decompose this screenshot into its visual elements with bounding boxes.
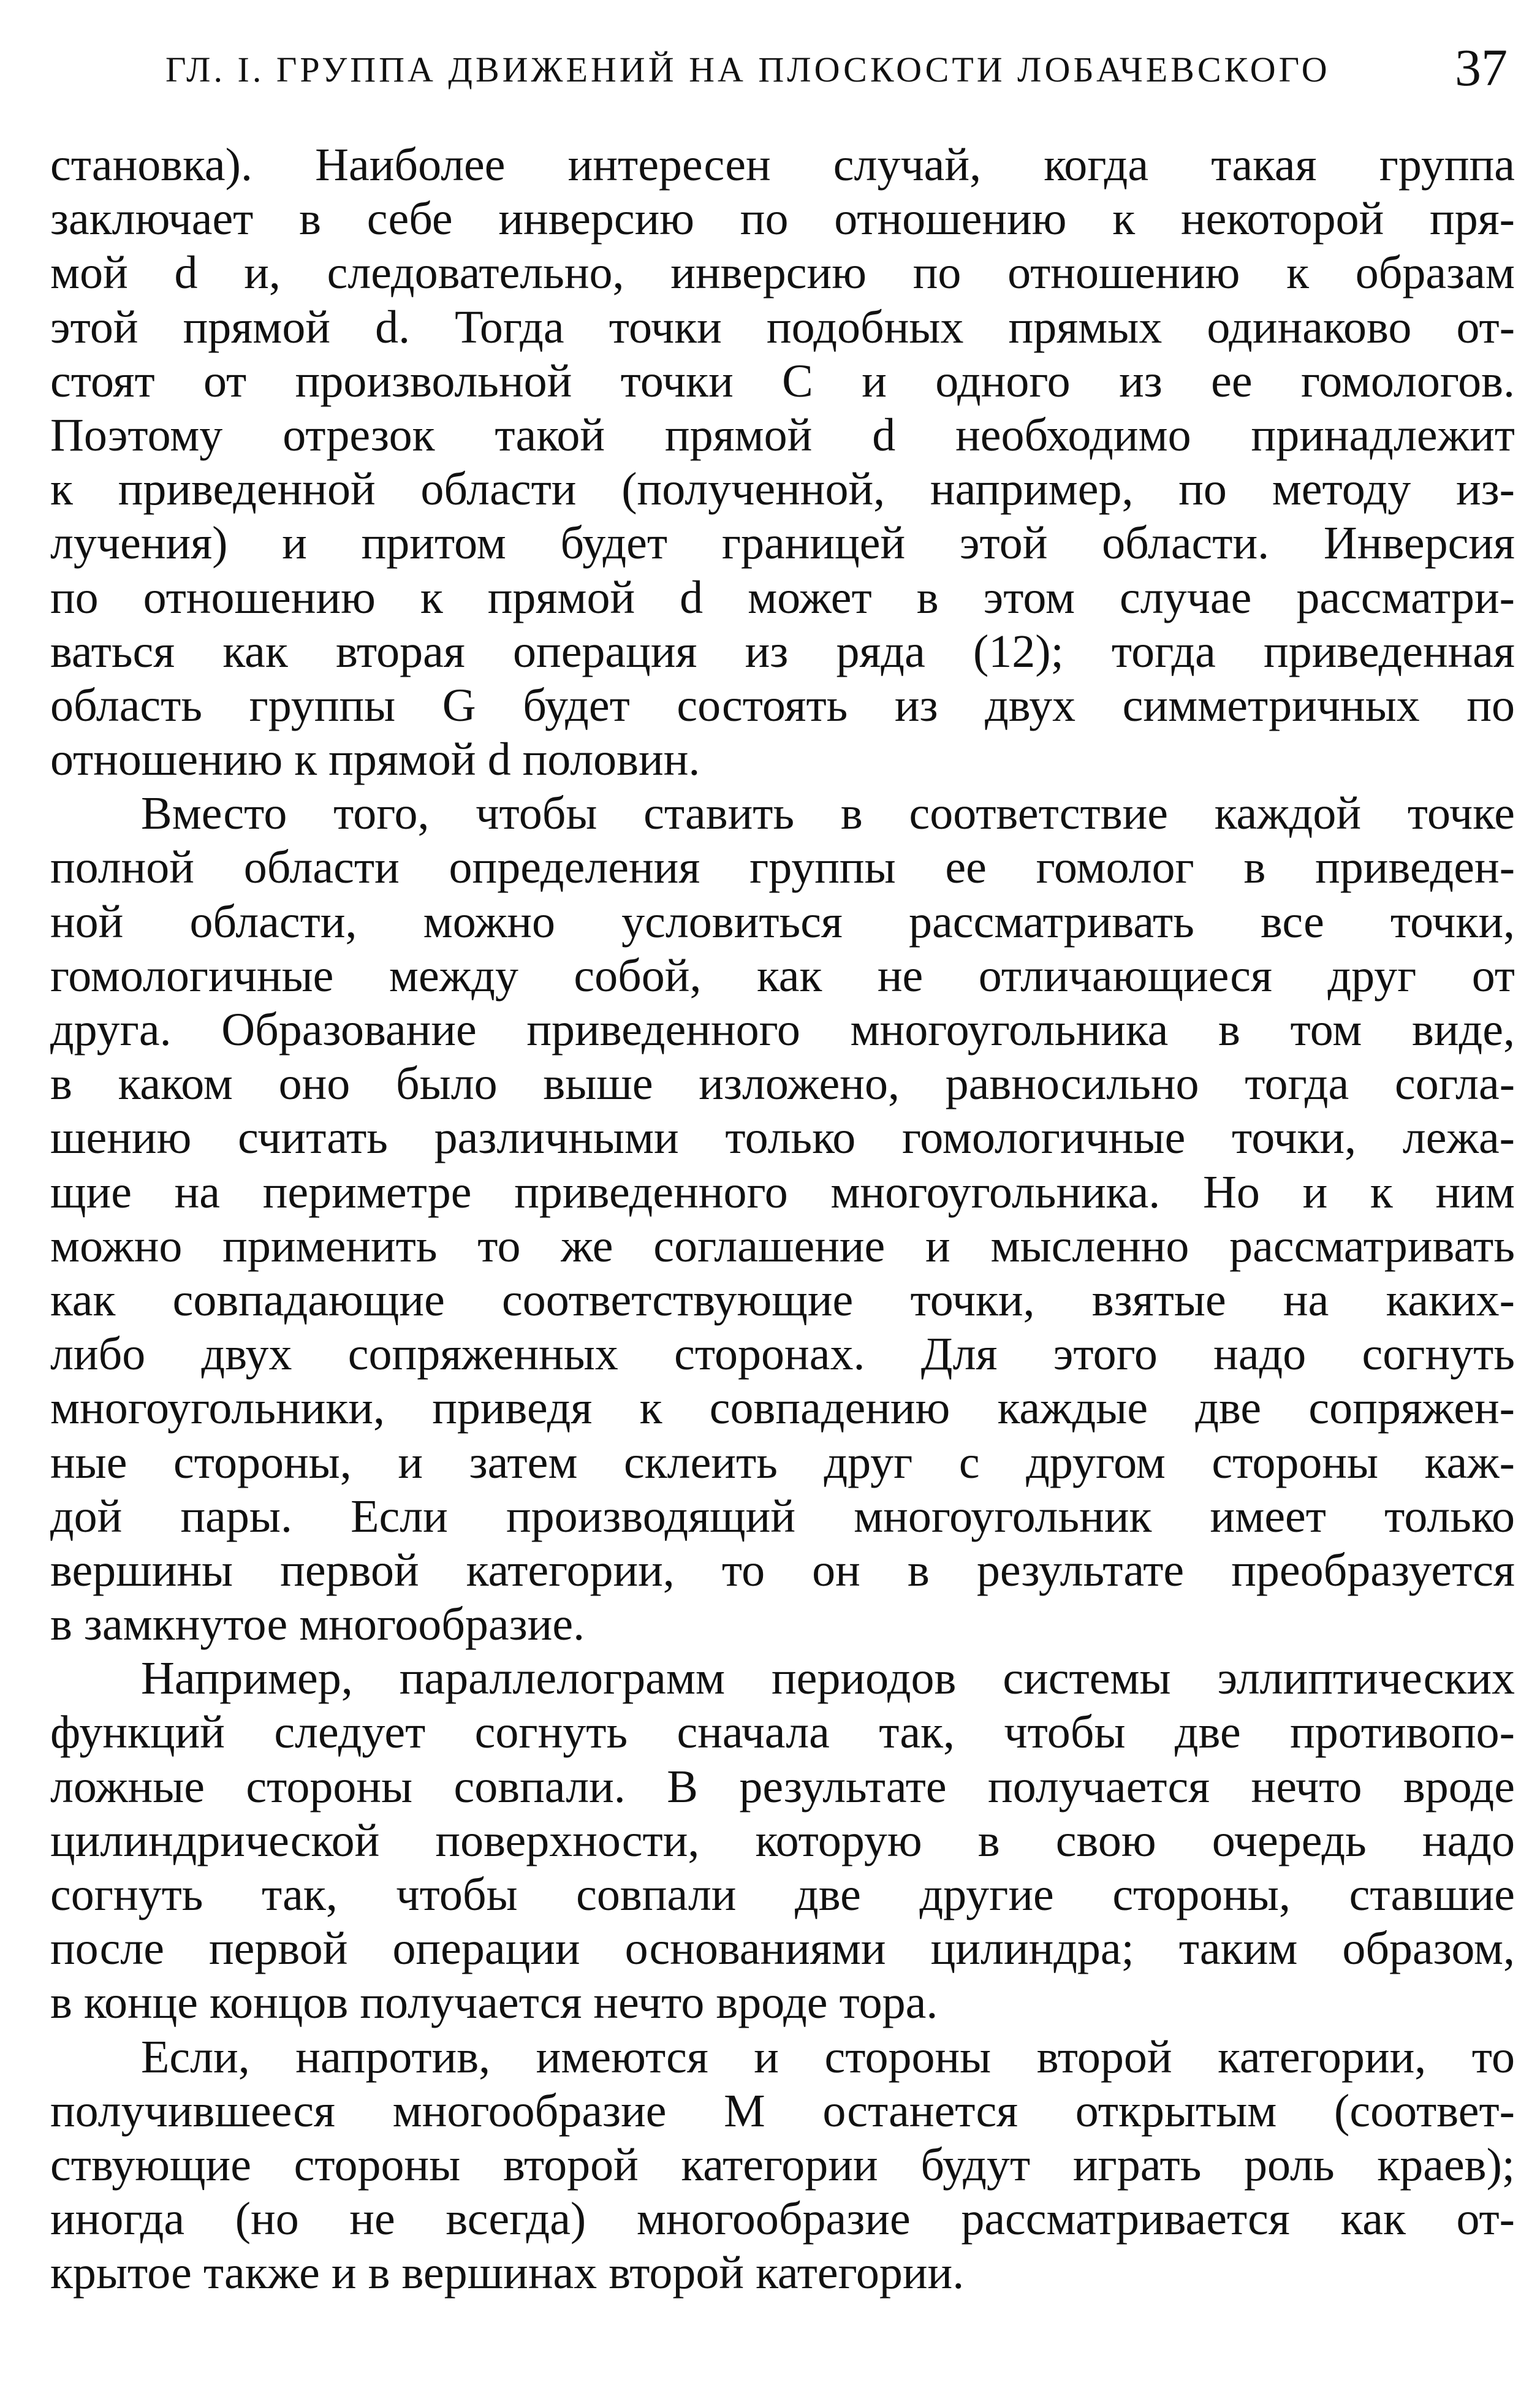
text-line: Например, параллелограмм периодов системы эллиптических xyxy=(141,1653,1515,1705)
body-text xyxy=(50,138,1515,2300)
text-line: цилиндрической поверхности, которую в свою очередь надо xyxy=(50,1814,1515,1866)
text-line: по отношению к прямой d может в этом случае рассматри- xyxy=(50,571,1515,623)
text-line: становка). Наиболее интересен случай, когда такая группа xyxy=(50,139,1515,191)
text-line: ваться как вторая операция из ряда (12); тогда приведенная xyxy=(50,625,1515,677)
running-title: ГЛ. I. ГРУППА ДВИЖЕНИЙ НА ПЛОСКОСТИ ЛОБАЧЕВСКОГО xyxy=(165,50,1330,89)
text-line: заключает в себе инверсию по отношению к некоторой пря- xyxy=(50,193,1515,245)
text-line: ложные стороны совпали. В результате получается нечто вроде xyxy=(50,1760,1515,1813)
text-line: Вместо того, чтобы ставить в соответствие каждой точке xyxy=(141,788,1515,840)
text-line: дой пары. Если производящий многоугольник имеет только xyxy=(50,1490,1515,1542)
text-line: согнуть так, чтобы совпали две другие стороны, ставшие xyxy=(50,1869,1515,1920)
text-line: ствующие стороны второй категории будут играть роль краев); xyxy=(50,2139,1515,2191)
text-line: либо двух сопряженных сторонах. Для этого надо согнуть xyxy=(50,1328,1515,1380)
text-line: функций следует согнуть сначала так, чтобы две противопо- xyxy=(50,1706,1515,1759)
text-line: область группы G будет состоять из двух симметричных по xyxy=(50,679,1515,731)
text-line: после первой операции основаниями цилиндра; таким образом, xyxy=(50,1923,1515,1975)
text-line: отношению к прямой d половин. xyxy=(50,734,700,786)
text-line: получившееся многообразие M останется открытым (соответ- xyxy=(50,2085,1515,2137)
text-line: можно применить то же соглашение и мысленно рассматривать xyxy=(50,1220,1515,1272)
text-line: Поэтому отрезок такой прямой d необходимо принадлежит xyxy=(50,409,1515,461)
text-line: как совпадающие соответствующие точки, взятые на каких- xyxy=(50,1274,1515,1326)
text-line: многоугольники, приведя к совпадению каждые две сопряжен- xyxy=(50,1382,1515,1434)
text-line: ной области, можно условиться рассматривать все точки, xyxy=(50,896,1515,948)
text-line: мой d и, следовательно, инверсию по отношению к образам xyxy=(50,247,1515,299)
text-line: этой прямой d. Тогда точки подобных прямых одинаково от- xyxy=(50,301,1515,353)
text-line: Если, напротив, имеются и стороны второй категории, то xyxy=(141,2031,1515,2083)
text-line: вершины первой категории, то он в результате преобразуется xyxy=(50,1544,1515,1596)
text-line: гомологичные между собой, как не отличающиеся друг от xyxy=(50,949,1515,1002)
text-line: полной области определения группы ее гомолог в приведен- xyxy=(50,842,1515,894)
page-number: 37 xyxy=(1455,38,1508,97)
text-line: лучения) и притом будет границей этой области. Инверсия xyxy=(50,517,1515,569)
text-line: в замкнутое многообразие. xyxy=(50,1599,585,1651)
text-line: стоят от произвольной точки C и одного из ее гомологов. xyxy=(50,355,1515,407)
text-line: щие на периметре приведенного многоугольника. Но и к ним xyxy=(50,1166,1515,1218)
text-line: в каком оно было выше изложено, равносильно тогда согла- xyxy=(50,1058,1515,1110)
page-header xyxy=(165,37,1508,104)
text-line: крытое также и в вершинах второй категории. xyxy=(50,2247,965,2299)
text-line: шению считать различными только гомологичные точки, лежа- xyxy=(50,1112,1515,1164)
text-line: ные стороны, и затем склеить друг с другом стороны каж- xyxy=(50,1436,1515,1488)
text-line: друга. Образование приведенного многоугольника в том виде, xyxy=(50,1004,1515,1056)
text-line: иногда (но не всегда) многообразие рассматривается как от- xyxy=(50,2193,1515,2245)
text-line: к приведенной области (полученной, например, по методу из- xyxy=(50,463,1515,515)
text-line: в конце концов получается нечто вроде тора. xyxy=(50,1977,938,2029)
